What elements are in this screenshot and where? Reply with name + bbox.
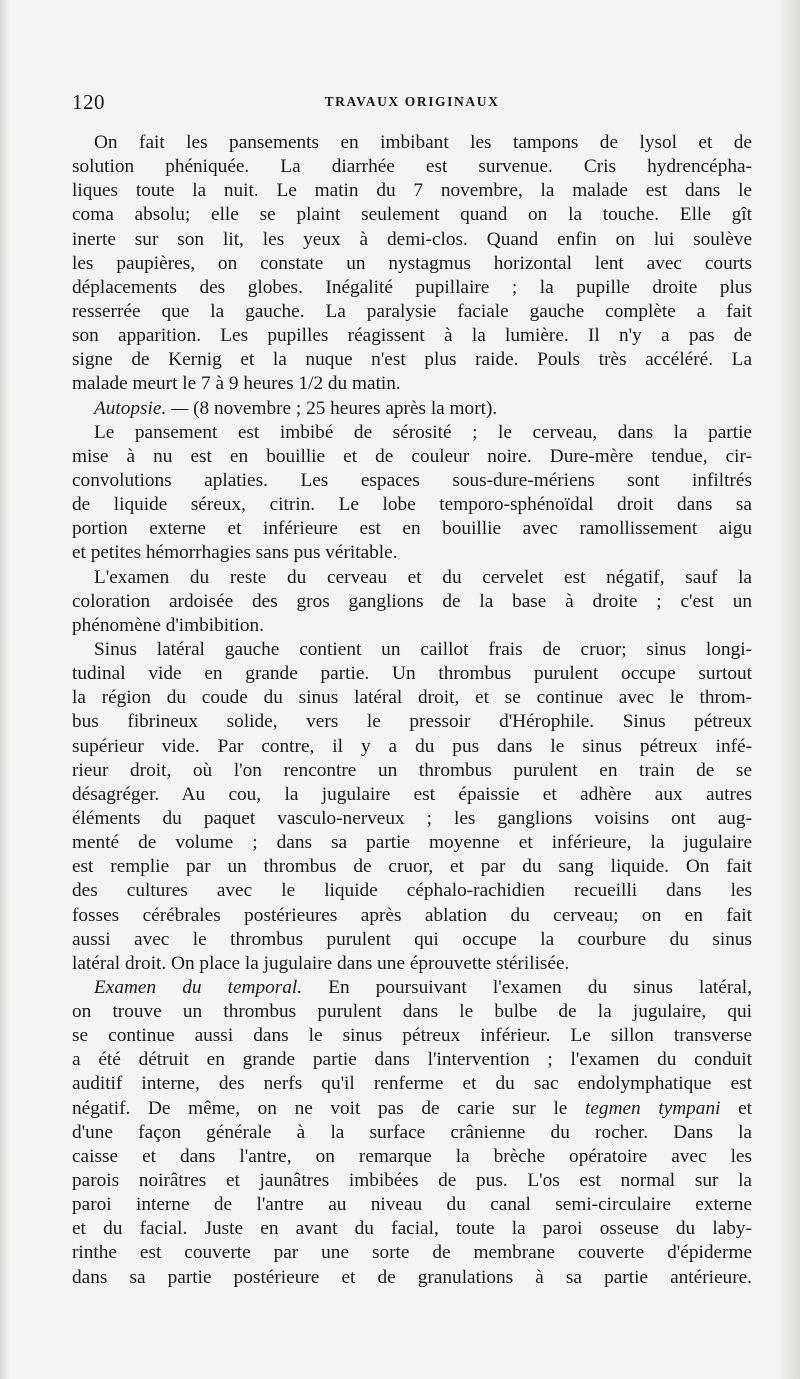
scan-shadow-left xyxy=(0,0,10,1379)
text-line: et petites hémorrhagies sans pus véritable. xyxy=(72,542,398,564)
text-line: des cultures avec le liquide céphalo-rachidien recueilli dans les xyxy=(72,880,752,902)
text-line xyxy=(72,976,752,1000)
text-line: fosses cérébrales postérieures après ablation du cerveau; on en fait xyxy=(72,904,752,926)
text-line-rest: (8 novembre ; 25 heures après la mort). xyxy=(193,397,498,419)
text-line: L'examen du reste du cerveau et du cervelet est négatif, sauf la xyxy=(94,566,752,588)
text-line: aussi avec le thrombus purulent qui occupe la courbure du sinus xyxy=(72,928,752,950)
text-line: rieur droit, où l'on rencontre un thrombus purulent en train de se xyxy=(72,759,752,781)
text-line: coma absolu; elle se plaint seulement quand on la touche. Elle gît xyxy=(72,204,752,226)
text-line: inerte sur son lit, les yeux à demi-clos. Quand enfin on lui soulève xyxy=(72,228,752,250)
text-line: On fait les pansements en imbibant les tampons de lysol et de xyxy=(94,132,752,153)
text-line: signe de Kernig et la nuque n'est plus raide. Pouls très accéléré. La xyxy=(72,349,752,371)
examen-temporal-heading: Examen du temporal. xyxy=(94,976,303,998)
text-line: mise à nu est en bouillie et de couleur noire. Dure-mère tendue, cir- xyxy=(72,445,752,467)
text-line xyxy=(72,1097,752,1121)
text-line: les paupières, on constate un nystagmus horizontal lent avec courts xyxy=(72,252,752,274)
text-line-start: négatif. De même, on ne voit pas de carie sur le xyxy=(72,1097,568,1119)
body-text xyxy=(72,131,752,1290)
text-line: paroi interne de l'antre au niveau du canal semi-circulaire externe xyxy=(72,1194,752,1216)
text-line: bus fibrineux solide, vers le pressoir d'Hérophile. Sinus pétreux xyxy=(72,711,752,733)
text-line: Sinus latéral gauche contient un caillot frais de cruor; sinus longi- xyxy=(94,638,752,660)
text-line: tudinal vide en grande partie. Un thrombus purulent occupe surtout xyxy=(72,663,752,685)
page-header xyxy=(72,90,752,114)
scan-shadow-right xyxy=(778,0,800,1379)
text-line: rinthe est couverte par une sorte de membrane couverte d'épiderme xyxy=(72,1242,752,1264)
running-title: TRAVAUX ORIGINAUX xyxy=(324,94,500,109)
page-number: 120 xyxy=(72,90,105,114)
text-line: d'une façon générale à la surface crânienne du rocher. Dans la xyxy=(72,1121,752,1143)
text-line-end: et xyxy=(720,1097,752,1119)
text-line: dans sa partie postérieure et de granulations à sa partie antérieure. xyxy=(72,1266,752,1288)
text-line: portion externe et inférieure est en bouillie avec ramollissement aigu xyxy=(72,518,752,540)
text-line: la région du coude du sinus latéral droit, et se continue avec le throm- xyxy=(72,687,752,709)
text-line: est remplie par un thrombus de cruor, et par du sang liquide. On fait xyxy=(72,856,752,878)
autopsie-heading: Autopsie. — xyxy=(94,397,189,419)
tegmen-tympani: tegmen tympani xyxy=(585,1097,721,1119)
text-line: caisse et dans l'antre, on remarque la brèche opératoire avec les xyxy=(72,1145,752,1167)
text-line: parois noirâtres et jaunâtres imbibées de pus. L'os est normal sur la xyxy=(72,1170,752,1192)
text-line: Le pansement est imbibé de sérosité ; le cerveau, dans la partie xyxy=(94,421,752,443)
text-line: latéral droit. On place la jugulaire dans une éprouvette stérilisée. xyxy=(72,952,570,974)
text-line: son apparition. Les pupilles réagissent à la lumière. Il n'y a pas de xyxy=(72,325,752,347)
text-line: éléments du paquet vasculo-nerveux ; les ganglions voisins ont aug- xyxy=(72,807,752,829)
text-line: de liquide séreux, citrin. Le lobe temporo-sphénoïdal droit dans sa xyxy=(72,494,752,516)
text-line xyxy=(72,397,752,421)
text-line: on trouve un thrombus purulent dans le bulbe de la jugulaire, qui xyxy=(72,1001,752,1023)
text-line: solution phéniquée. La diarrhée est survenue. Cris hydrencépha- xyxy=(72,156,752,178)
text-line-rest: En poursuivant l'examen du sinus latéral, xyxy=(328,976,752,998)
text-line: menté de volume ; dans sa partie moyenne et inférieure, la jugulaire xyxy=(72,832,752,854)
text-line: et du facial. Juste en avant du facial, toute la paroi osseuse du laby- xyxy=(72,1218,752,1240)
text-line: coloration ardoisée des gros ganglions de la base à droite ; c'est un xyxy=(72,590,752,612)
text-line: a été détruit en grande partie dans l'intervention ; l'examen du conduit xyxy=(72,1049,752,1071)
text-line: phénomène d'imbibition. xyxy=(72,614,264,636)
text-line: déplacements des globes. Inégalité pupillaire ; la pupille droite plus xyxy=(72,276,752,298)
text-line: auditif interne, des nerfs qu'il renferme et du sac endolymphatique est xyxy=(72,1073,752,1095)
text-line: convolutions aplaties. Les espaces sous-dure-mériens sont infiltrés xyxy=(72,469,752,491)
text-line: resserrée que la gauche. La paralysie faciale gauche complète a fait xyxy=(72,300,752,322)
text-line: se continue aussi dans le sinus pétreux inférieur. Le sillon transverse xyxy=(72,1025,752,1047)
text-line: malade meurt le 7 à 9 heures 1/2 du matin. xyxy=(72,373,401,395)
text-line: désagréger. Au cou, la jugulaire est épaissie et adhère aux autres xyxy=(72,783,752,805)
text-line: liques toute la nuit. Le matin du 7 novembre, la malade est dans le xyxy=(72,180,752,202)
text-line: supérieur vide. Par contre, il y a du pus dans le sinus pétreux infé- xyxy=(72,735,752,757)
